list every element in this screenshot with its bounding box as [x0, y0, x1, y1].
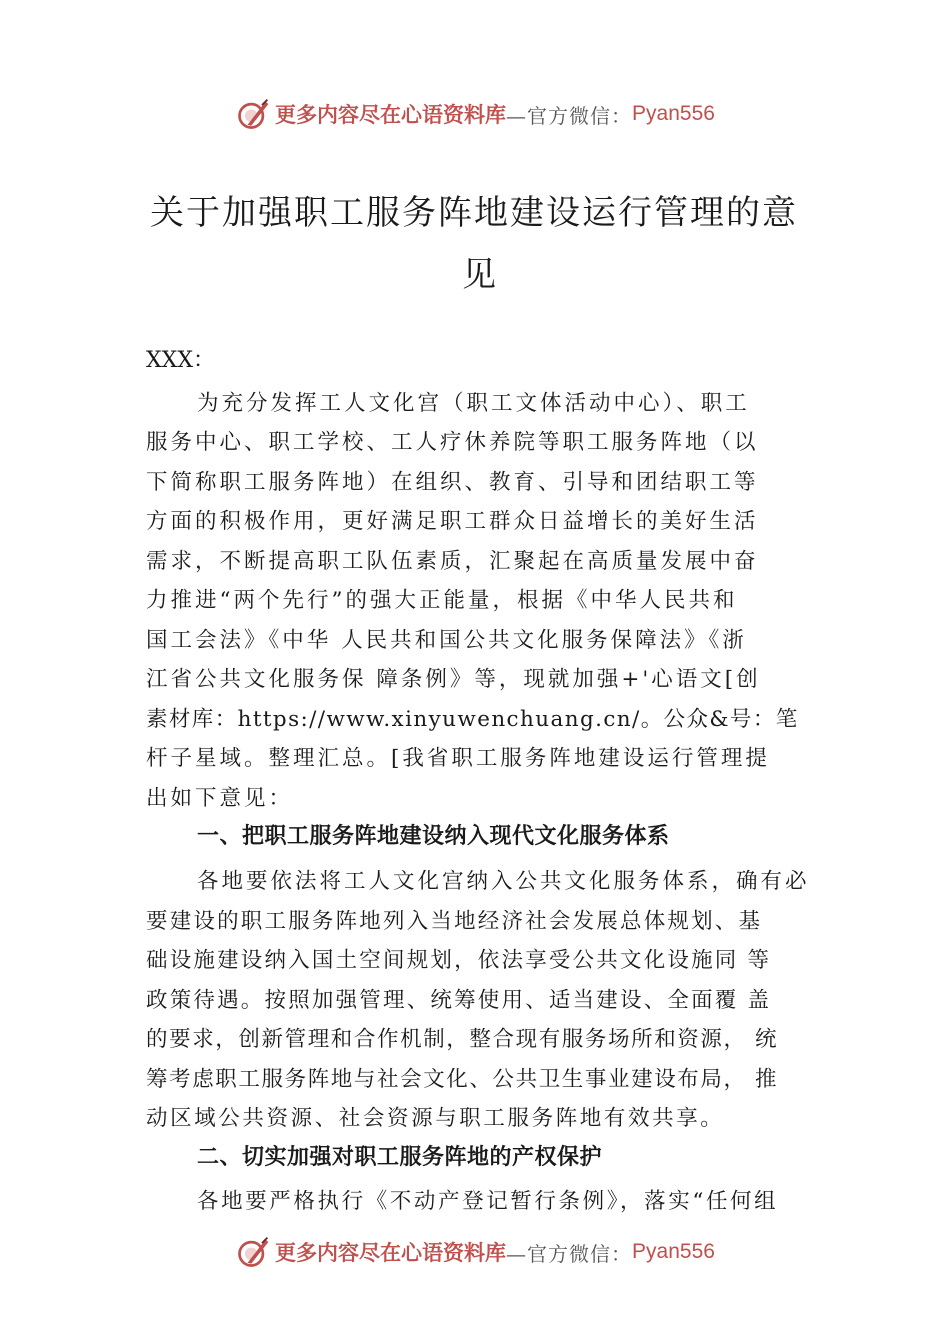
para2-line: 政策待遇。按照加强管理、统筹使用、适当建设、全面覆 盖 — [146, 988, 772, 1013]
banner-wechat-id: Pyan556 — [632, 1240, 715, 1263]
para1-line: 需求，不断提高职工队伍素质，汇聚起在高质量发展中奋 — [146, 549, 759, 574]
para1-line: 出如下意见： — [146, 786, 294, 811]
banner-wechat-id: Pyan556 — [632, 102, 715, 125]
para1-line: 素材库：https://www.xinyuwenchuang.cn/。公众&号：笔 — [146, 707, 799, 732]
para1-line: 服务中心、职工学校、工人疗休养院等职工服务阵地（以 — [146, 430, 759, 455]
banner-library-text: 更多内容尽在心语资料库 — [275, 102, 507, 127]
para1-line: 下简称职工服务阵地）在组织、教育、引导和团结职工等 — [146, 470, 759, 495]
para1-line: 力推进“两个先行”的强大正能量，根据《中华人民共和 — [146, 588, 738, 613]
banner-wechat-label: —官方微信： — [506, 103, 633, 128]
para2-line: 础设施建设纳入国土空间规划，依法享受公共文化设施同 等 — [146, 948, 772, 973]
para1-line: 江省公共文化服务保 障条例》等，现就加强+'心语文[创 — [146, 667, 761, 692]
para2-line: 要建设的职工服务阵地列入当地经济社会发展总体规划、基 — [146, 909, 763, 934]
quill-logo-icon — [235, 96, 271, 132]
title-line-1: 关于加强职工服务阵地建设运行管理的意 — [150, 193, 798, 233]
para2-line: 各地要依法将工人文化宫纳入公共文化服务体系，确有必 — [197, 869, 810, 894]
banner-wechat-label: —官方微信： — [506, 1241, 633, 1266]
quill-logo-icon — [235, 1234, 271, 1270]
salutation: XXX： — [146, 348, 215, 373]
para2-line: 筹考虑职工服务阵地与社会文化、公共卫生事业建设布局， 推 — [146, 1067, 779, 1092]
section-heading-2: 二、切实加强对职工服务阵地的产权保护 — [197, 1145, 603, 1170]
document-title — [150, 182, 810, 306]
para3-line: 各地要严格执行《不动产登记暂行条例》，落实“任何组 — [197, 1189, 779, 1214]
para2-line: 动区域公共资源、社会资源与职工服务阵地有效共享。 — [146, 1106, 725, 1131]
footer-banner — [0, 1232, 950, 1272]
para1-line: 为充分发挥工人文化宫（职工文体活动中心）、职工 — [197, 391, 750, 416]
para1-line: 杆子星域。整理汇总。[我省职工服务阵地建设运行管理提 — [146, 746, 770, 771]
para2-line: 的要求，创新管理和合作机制，整合现有服务场所和资源， 统 — [146, 1027, 779, 1052]
section-heading-1: 一、把职工服务阵地建设纳入现代文化服务体系 — [197, 824, 670, 849]
para1-line: 国工会法》《中华 人民共和国公共文化服务保障法》《浙 — [146, 628, 747, 653]
title-line-2: 见 — [462, 255, 498, 295]
para1-line: 方面的积极作用，更好满足职工群众日益增长的美好生活 — [146, 509, 759, 534]
header-banner — [0, 94, 950, 134]
banner-library-text: 更多内容尽在心语资料库 — [275, 1240, 507, 1265]
